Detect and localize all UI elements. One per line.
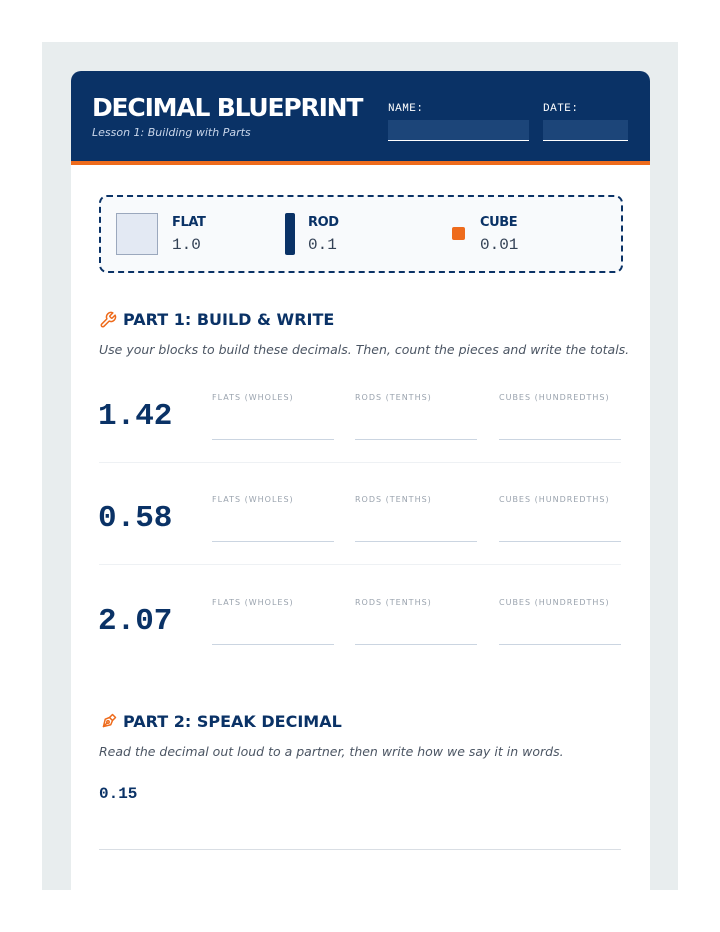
worksheet-title: DECIMAL BLUEPRINT (92, 93, 363, 122)
rods-answer-line[interactable] (355, 541, 477, 542)
rods-answer-line[interactable] (355, 439, 477, 440)
worksheet-header (71, 71, 650, 165)
rods-label: RODS (TENTHS) (355, 598, 432, 607)
table-row (71, 487, 650, 587)
rod-key-value: 0.1 (308, 236, 337, 254)
name-field[interactable] (388, 120, 529, 141)
part1-title: PART 1: BUILD & WRITE (123, 310, 335, 329)
flat-block-icon (116, 213, 158, 255)
flats-label: FLATS (WHOLES) (212, 393, 294, 402)
worksheet-subtitle: Lesson 1: Building with Parts (92, 126, 251, 139)
flats-answer-line[interactable] (212, 541, 334, 542)
rods-label: RODS (TENTHS) (355, 393, 432, 402)
cubes-answer-line[interactable] (499, 439, 621, 440)
cube-key-value: 0.01 (480, 236, 519, 254)
worksheet (71, 71, 650, 890)
words-answer-line[interactable] (99, 849, 621, 850)
rods-label: RODS (TENTHS) (355, 495, 432, 504)
rod-block-icon (285, 213, 295, 255)
rod-key-name: ROD (308, 215, 339, 230)
row-number: 2.07 (98, 604, 173, 639)
cubes-answer-line[interactable] (499, 541, 621, 542)
flats-label: FLATS (WHOLES) (212, 598, 294, 607)
date-field[interactable] (543, 120, 628, 141)
table-row (71, 590, 650, 690)
name-label: NAME: (388, 103, 424, 115)
block-key (99, 195, 623, 273)
cubes-label: CUBES (HUNDREDTHS) (499, 598, 610, 607)
flats-answer-line[interactable] (212, 439, 334, 440)
table-row (71, 385, 650, 485)
date-label: DATE: (543, 103, 579, 115)
row-divider (99, 462, 621, 463)
rods-answer-line[interactable] (355, 644, 477, 645)
flat-key-value: 1.0 (172, 236, 201, 254)
row-number: 0.58 (98, 501, 173, 536)
cubes-label: CUBES (HUNDREDTHS) (499, 495, 610, 504)
part1-instruction: Use your blocks to build these decimals. Then, count the pieces and write the totals. (99, 342, 630, 357)
row-divider (99, 564, 621, 565)
row-number: 1.42 (98, 399, 173, 434)
cube-key-name: CUBE (480, 215, 518, 230)
flats-label: FLATS (WHOLES) (212, 495, 294, 504)
cubes-answer-line[interactable] (499, 644, 621, 645)
wrench-icon (99, 311, 117, 329)
part2-instruction: Read the decimal out loud to a partner, then write how we say it in words. (99, 744, 564, 759)
cube-block-icon (452, 227, 465, 240)
part2-title: PART 2: SPEAK DECIMAL (123, 712, 342, 731)
pen-icon (99, 713, 117, 731)
speak-decimal-number: 0.15 (99, 785, 138, 803)
flat-key-name: FLAT (172, 215, 206, 230)
flats-answer-line[interactable] (212, 644, 334, 645)
cubes-label: CUBES (HUNDREDTHS) (499, 393, 610, 402)
